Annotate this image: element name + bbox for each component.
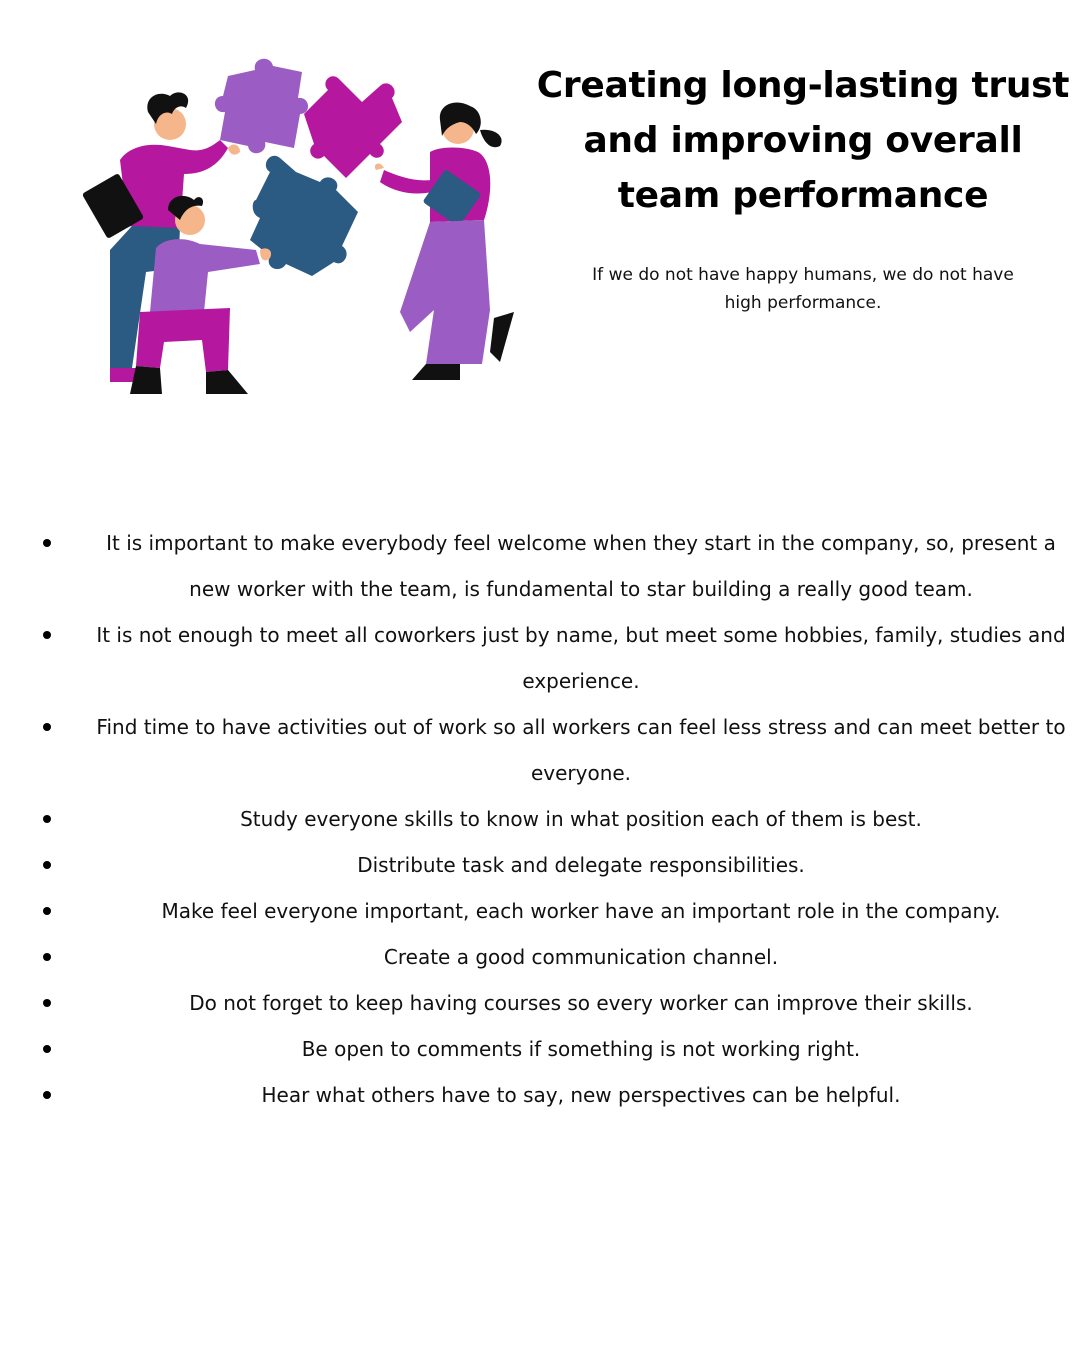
list-item-text: Be open to comments if something is not working right.: [301, 1037, 861, 1061]
bullet-dot-icon: [43, 815, 51, 823]
page-subtitle: If we do not have happy humans, we do not have high performance.: [592, 265, 1014, 313]
list-item: [40, 1072, 1080, 1118]
bullet-dot-icon: [43, 861, 51, 869]
list-item-text: Distribute task and delegate responsibilities.: [357, 853, 805, 877]
list-item: [40, 796, 1080, 842]
bullet-dot-icon: [43, 1045, 51, 1053]
list-item: [40, 1026, 1080, 1072]
bullet-list: [40, 520, 1080, 1118]
list-item-text: It is important to make everybody feel welcome when they start in the company, so, present a new worker with the team, is fundamental to star building a really good team.: [106, 531, 1056, 601]
person-standing-right-icon: [375, 102, 514, 380]
bullet-dot-icon: [43, 953, 51, 961]
puzzle-piece-magenta-icon: [304, 76, 402, 178]
list-item: [40, 980, 1080, 1026]
list-item: [40, 842, 1080, 888]
list-item-text: Hear what others have to say, new perspectives can be helpful.: [261, 1083, 901, 1107]
list-item: [40, 612, 1080, 704]
header-text: [530, 58, 1076, 317]
bullet-dot-icon: [43, 539, 51, 547]
list-item-text: Find time to have activities out of work so all workers can feel less stress and can meet better to everyone.: [96, 715, 1066, 785]
list-item-text: Make feel everyone important, each worker have an important role in the company.: [161, 899, 1001, 923]
team-puzzle-illustration: [80, 50, 530, 400]
bullet-dot-icon: [43, 999, 51, 1007]
list-item: [40, 520, 1080, 612]
bullet-dot-icon: [43, 1091, 51, 1099]
page-title: Creating long-lasting trust and improving overall team performance: [536, 65, 1070, 216]
list-item: [40, 934, 1080, 980]
list-item-text: Create a good communication channel.: [383, 945, 779, 969]
list-item: [40, 888, 1080, 934]
bullet-dot-icon: [43, 631, 51, 639]
list-item: [40, 704, 1080, 796]
bullet-dot-icon: [43, 907, 51, 915]
list-item-text: Do not forget to keep having courses so every worker can improve their skills.: [189, 991, 973, 1015]
list-item-text: Study everyone skills to know in what position each of them is best.: [240, 807, 922, 831]
puzzle-piece-violet-icon: [215, 59, 308, 153]
list-item-text: It is not enough to meet all coworkers just by name, but meet some hobbies, family, studies and experience.: [96, 623, 1066, 693]
bullet-dot-icon: [43, 723, 51, 731]
